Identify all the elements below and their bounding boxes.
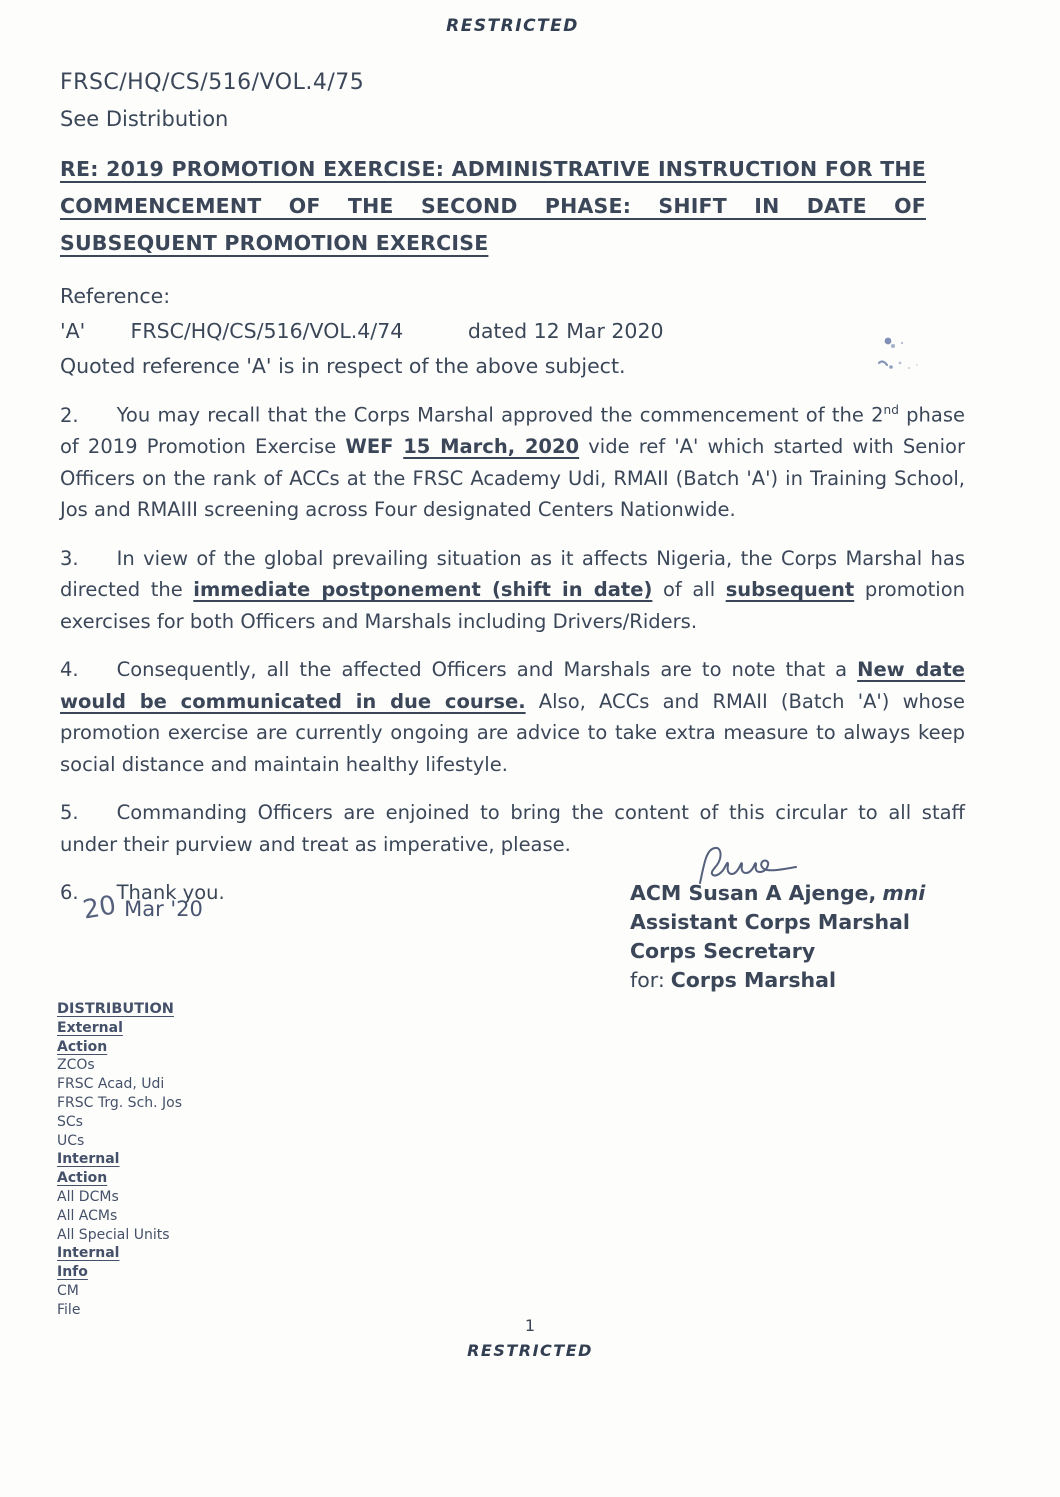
distribution-item: All DCMs: [57, 1188, 119, 1205]
reference-number: FRSC/HQ/CS/516/VOL.4/75: [60, 70, 365, 95]
distribution-item: FRSC Acad, Udi: [57, 1076, 165, 1093]
for-value: Corps Marshal: [670, 968, 836, 992]
page-footer: [0, 1316, 1060, 1360]
handwritten-date: [80, 890, 203, 926]
paragraph-text-segment: Also, ACCs and RMAII (Batch 'A') whose promotion exercise are currently ongoing are advice to take extra measure to always keep social distance and maintain healthy lifestyle.: [60, 689, 965, 776]
signatory-honours: mni: [882, 881, 926, 905]
reference-item-date: dated 12 Mar 2020: [467, 319, 664, 343]
paragraph-number: 6.: [60, 881, 79, 904]
handwritten-date-rest: Mar '20: [124, 897, 203, 921]
paragraph-text-segment: of all: [652, 578, 726, 601]
paragraph-text-segment: immediate postponement (shift in date): [193, 578, 653, 601]
paragraph-number: 4.: [60, 658, 79, 681]
distribution-item: CM: [57, 1282, 79, 1299]
signature-block: [630, 843, 925, 995]
distribution-items: [57, 1019, 182, 1320]
paragraph-text-segment: Thank you.: [116, 881, 225, 904]
ink-smudge: [876, 333, 946, 389]
paragraph-text-segment: Consequently, all the affected Officers and Marshals are to note that a: [116, 658, 858, 681]
paragraph-text-segment: 15 March, 2020: [403, 435, 580, 458]
distribution-item: All Special Units: [57, 1226, 170, 1243]
distribution-item: FRSC Trg. Sch. Jos: [57, 1094, 183, 1111]
classification-footer: RESTRICTED: [467, 1341, 593, 1360]
distribution-heading: Internal: [57, 1151, 120, 1168]
signatory-for-line: [630, 966, 925, 995]
paragraph-number: 2.: [60, 403, 79, 427]
subject-title: RE: 2019 PROMOTION EXERCISE: ADMINISTRATIVE INSTRUCTION FOR THE COMMENCEMENT OF THE SECOND PHASE: SHIFT IN DATE OF SUBSEQUENT PROMOTION EXERCISE: [60, 157, 926, 255]
distribution-heading: Info: [57, 1264, 88, 1281]
signatory-office: Corps Secretary: [630, 939, 816, 963]
paragraph-text-segment: promotion exercises for both Officers and Marshals including Drivers/Riders.: [60, 578, 966, 633]
paragraph-text-segment: vide ref 'A' which started with Senior Officers on the rank of ACCs at the FRSC Academy Udi, RMAII (Batch 'A') in Training School, Jos and RMAIII screening across Four designated Centers Nationwide.: [60, 435, 965, 521]
reference-item: [60, 319, 965, 343]
distribution-heading: Internal: [57, 1245, 120, 1262]
paragraph-text-segment: phase of 2019 Promotion Exercise: [60, 403, 965, 458]
paragraph-text-segment: You may recall that the Corps Marshal approved the commencement of the 2: [116, 403, 884, 427]
paragraph-number: 5.: [60, 801, 79, 824]
paragraph-text-segment: subsequent: [725, 578, 855, 601]
signatory-name-line: [630, 879, 925, 908]
paragraph: [60, 654, 965, 780]
paragraph: [60, 395, 965, 526]
distribution-item: UCs: [57, 1132, 85, 1149]
distribution-item: All ACMs: [57, 1207, 118, 1224]
paragraph: [60, 543, 965, 638]
page-number: 1: [524, 1316, 536, 1335]
distribution-item: SCs: [57, 1113, 83, 1130]
distribution-list: [57, 1000, 182, 1320]
signatory-rank: Assistant Corps Marshal: [630, 910, 910, 934]
paragraph-text-segment: nd: [883, 403, 899, 417]
reference-item-number: FRSC/HQ/CS/516/VOL.4/74: [130, 319, 404, 343]
handwritten-date-day: 20: [80, 890, 119, 926]
distribution-item: File: [57, 1301, 81, 1318]
paragraph-number: 3.: [60, 546, 79, 570]
signatory-name: ACM Susan A Ajenge,: [630, 881, 877, 905]
paragraph-text-segment: New date would be communicated in due course.: [60, 658, 965, 713]
paragraph-text-segment: Commanding Officers are enjoined to bring the content of this circular to all staff under their purview and treat as imperative, please.: [60, 801, 965, 856]
paragraph-text-segment: In view of the global prevailing situation as it affects Nigeria, the Corps Marshal has directed the: [60, 546, 965, 601]
reference-note: Quoted reference 'A' is in respect of the above subject.: [60, 354, 626, 378]
distribution-heading: External: [57, 1019, 123, 1036]
distribution-heading: Action: [57, 1170, 108, 1187]
reference-item-id: 'A': [60, 319, 86, 343]
classification-header: RESTRICTED: [446, 16, 579, 36]
reference-label: Reference:: [60, 284, 171, 308]
addressee-line: See Distribution: [60, 107, 229, 131]
distribution-title: DISTRIBUTION: [57, 1001, 174, 1017]
paragraph-text-segment: WEF: [345, 435, 404, 458]
for-label: for:: [630, 968, 665, 992]
distribution-item: ZCOs: [57, 1057, 95, 1074]
distribution-heading: Action: [57, 1038, 108, 1055]
body-paragraphs: [60, 395, 965, 909]
